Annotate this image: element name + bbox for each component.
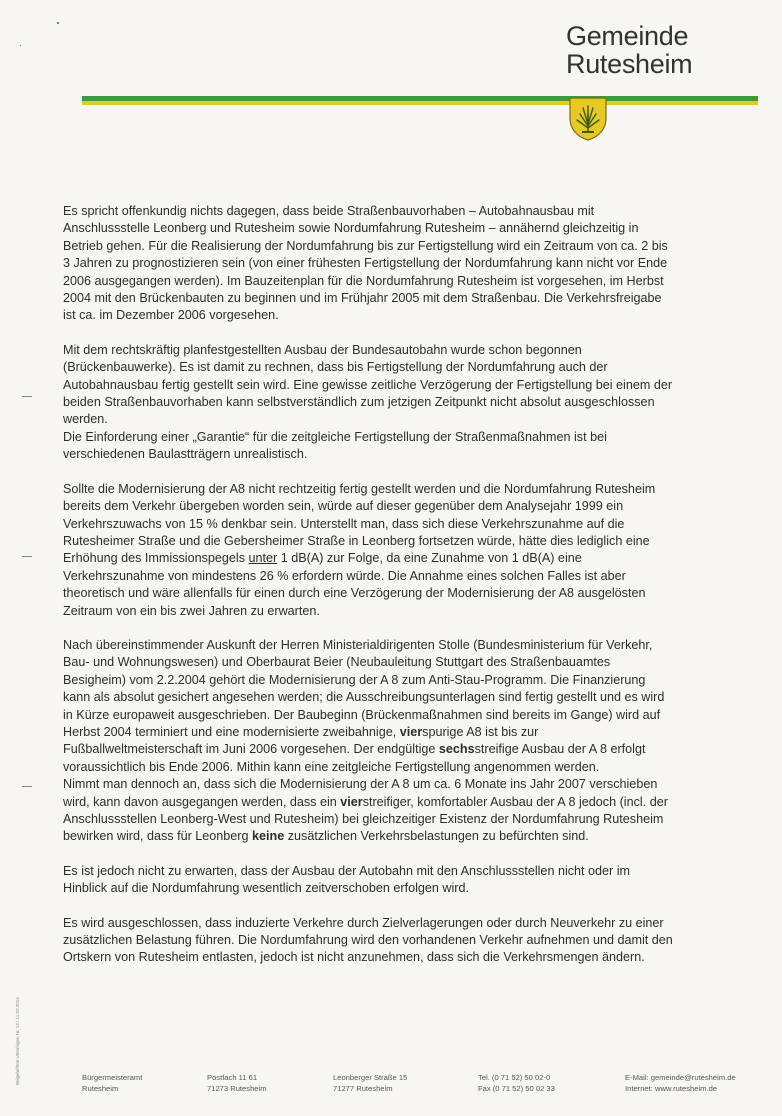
org-name-line2: Rutesheim — [566, 49, 693, 79]
margin-mark — [22, 786, 32, 787]
paragraph: Sollte die Modernisierung der A8 nicht rechtzeitig fertig gestellt werden und die Nordumfahrung Rutesheim bereits dem Verkehr übergeben worden sein, würde auf dieser gegenüber dem Analysejahr 1999 ein Verkehrszuwachs von 15 % denkbar sein. Unterstellt man, dass sich diese Verkehrszunahme auf die Rutesheimer Straße und die Gebersheimer Straße in Leonberg fortsetzen würde, hätte dies lediglich eine Erhöhung des Immissionspegels unter 1 dB(A) zur Folge, da eine Zunahme von 1 dB(A) eine Verkehrszunahme von mindestens 26 % erfordern würde. Die Annahme eines solchen Falles ist aber theoretisch und wäre allenfalls für einen durch eine Verzögerung der Modernisierung der A8 ausgelösten Zeitraum von ein bis zwei Jahren zu erwarten. — [63, 481, 656, 618]
letter-body — [63, 203, 675, 984]
letterhead-band — [82, 96, 758, 105]
paragraph: Nach übereinstimmender Auskunft der Herren Ministerialdirigenten Stolle (Bundesministerium für Verkehr, Bau- und Wohnungswesen) und Oberbaurat Beier (Neubauleitung Stuttgart des Straßenbauamtes Besigheim) vom 2.2.2004 gehört die Modernisierung der A 8 zum Anti-Stau-Programm. Die Finanzierung kann als absolut gesichert angesehen werden; die Ausschreibungsunterlagen sind fertig gestellt und es wird in Kürze europaweit ausgeschrieben. Der Baubeginn (Brückenmaßnahmen sind bereits im Gange) wird auf Herbst 2004 terminiert und eine modernisierte zweibahnige, vierspurige A8 ist bis zur Fußballweltmeisterschaft im Juni 2006 vorgesehen. Der endgültige sechsstreifige Ausbau der A 8 erfolgt voraussichtlich bis Ende 2006. Mithin kann eine zeitgleiche Fertigstellung angenommen werden. Nimmt man dennoch an, dass sich die Modernisierung der A 8 um ca. 6 Monate ins Jahr 2007 verschieben wird, kann davon ausgegangen werden, dass ein vierstreifiger, komfortabler Ausbau der A 8 jedoch (incl. der Anschlussstellen Leonberg-West und Rutesheim) bei gleichzeitiger Existenz der Nordumfahrung Rutesheim bewirken wird, dass für Leonberg keine zusätzlichen Verkehrsbelastungen zu befürchten sind. — [63, 637, 668, 844]
org-name-line1: Gemeinde — [566, 21, 689, 51]
side-print-reference: Beigeheftete Unterlagen Nr. 13 / 11.03.2014 — [15, 997, 20, 1085]
email-link[interactable]: E-Mail: gemeinde@rutesheim.de — [625, 1073, 736, 1082]
paragraph: Mit dem rechtskräftig planfestgestellten Ausbau der Bundesautobahn wurde schon begonnen (Brückenbauwerke). Es ist damit zu rechnen, dass bis Fertigstellung der Nordumfahrung auch der Autobahnausbau fertig gestellt sein wird. Eine gewisse zeitliche Verzögerung der Fertigstellung bei einem der beiden Straßenbauvorhaben kann selbstverständlich zum jetzigen Zeitpunkt nicht absolut ausgeschlossen werden. Die Einforderung einer „Garantie“ für die zeitgleiche Fertigstellung der Straßenmaßnahmen ist bei verschiedenen Baulastträgern unrealistisch. — [63, 342, 673, 462]
municipal-crest-icon — [568, 96, 608, 142]
website-link[interactable]: Internet: www.rutesheim.de — [625, 1084, 718, 1093]
footer-phone: Tel. (0 71 52) 50 02-0 Fax (0 71 52) 50 02 33 — [478, 1073, 555, 1093]
speck — [20, 45, 21, 46]
letterhead-title — [566, 22, 692, 78]
footer-address: Leonberger Straße 15 71277 Rutesheim — [333, 1073, 408, 1093]
paragraph: Es wird ausgeschlossen, dass induzierte Verkehre durch Zielverlagerungen oder durch Neuverkehr zu einer zusätzlichen Belastung führen. Die Nordumfahrung wird den vorhandenen Verkehr aufnehmen und damit den Ortskern von Rutesheim entlasten, jedoch ist nicht anzunehmen, dass sich die Verkehrsmengen ändern. — [63, 915, 673, 965]
footer-contact — [625, 1072, 736, 1094]
band-yellow — [82, 101, 758, 105]
margin-mark — [22, 396, 32, 397]
footer-office: Bürgermeisteramt Rutesheim — [82, 1073, 143, 1093]
footer-postbox: Postfach 11 61 71273 Rutesheim — [207, 1073, 267, 1093]
underlined-word: unter — [248, 551, 278, 566]
speck — [57, 22, 59, 24]
paragraph: Es ist jedoch nicht zu erwarten, dass der Ausbau der Autobahn mit den Anschlussstellen nicht oder im Hinblick auf die Nordumfahrung wesentlich zeitverschoben erfolgen wird. — [63, 863, 631, 896]
paragraph: Es spricht offenkundig nichts dagegen, dass beide Straßenbauvorhaben – Autobahnausbau mit Anschlussstelle Leonberg und Rutesheim sowie Nordumfahrung Rutesheim – annähernd gleichzeitig in Betrieb gehen. Für die Realisierung der Nordumfahrung bis zur Fertigstellung wird ein Zeitraum von ca. 2 bis 3 Jahren zu prognostizieren sein (von einer frühesten Fertigstellung der Nordumfahrung kann nicht vor Ende 2006 ausgegangen werden). Im Bauzeitenplan für die Nordumfahrung Rutesheim ist vorgesehen, im Herbst 2004 mit den Brückenbauten zu beginnen und im Frühjahr 2005 mit dem Straßenbau. Die Verkehrsfreigabe ist ca. im Dezember 2006 vorgesehen. — [63, 204, 668, 323]
margin-mark — [22, 556, 32, 557]
